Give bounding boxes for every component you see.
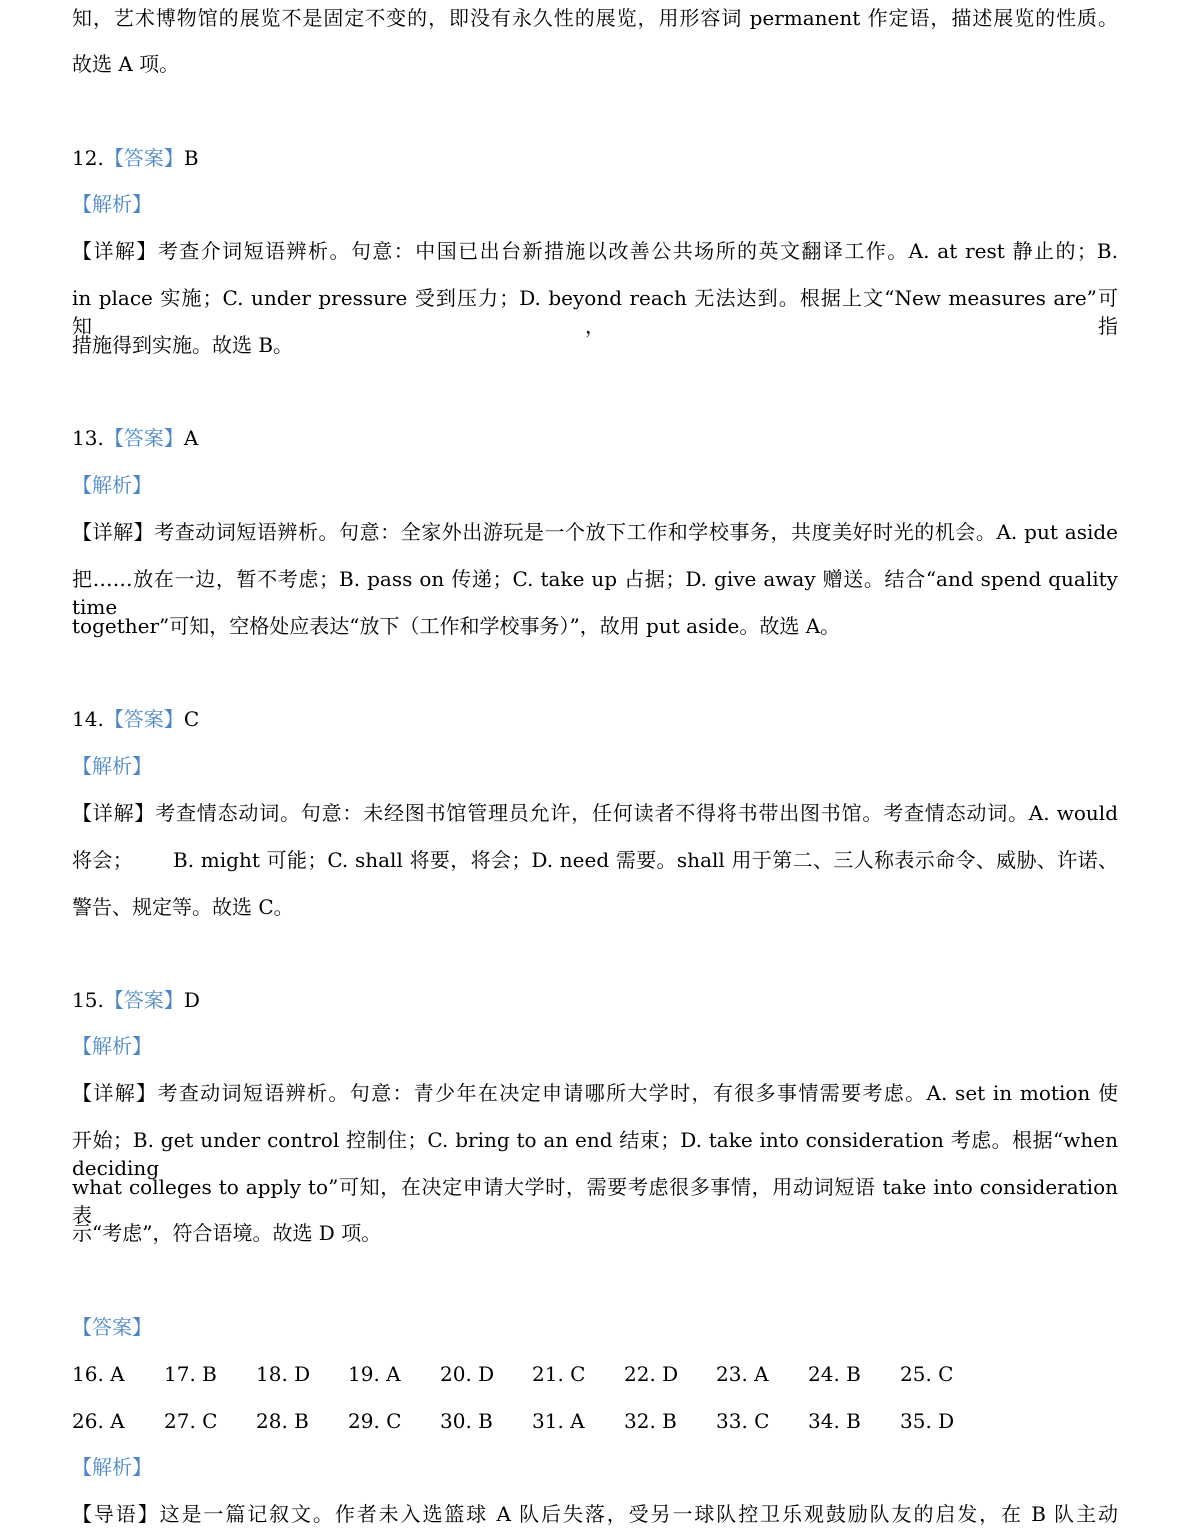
question-13-answer [72,424,1118,452]
answer-key-item: 27. C [164,1409,218,1433]
question-12-detail-line-2: in place 实施；C. under pressure 受到压力；D. beyond reach 无法达到。根据上文“New measures are”可知，指 [72,286,1118,338]
answer-tag: 【答案】 [103,426,184,450]
answer-key-item: 21. C [532,1362,586,1386]
answer-value: A [183,426,199,450]
answer-key-item: 25. C [900,1362,954,1386]
question-14-analysis-tag: 【解析】 [72,754,152,778]
answer-key-item: 24. B [808,1362,861,1386]
question-13-analysis-tag: 【解析】 [72,473,152,497]
answer-tag: 【答案】 [103,988,184,1012]
guide-line: 【导语】这是一篇记叙文。作者未入选篮球 A 队后失落，受另一球队控卫乐观鼓励队友的启发，在 B 队主动 [72,1502,1118,1526]
question-number: 14. [72,707,104,731]
answer-key-item: 17. B [164,1362,217,1386]
answer-key-item: 23. A [716,1362,769,1386]
question-15-analysis-tag: 【解析】 [72,1034,152,1058]
question-14-detail-line-3: 警告、规定等。故选 C。 [72,895,294,919]
answer-key-item: 16. A [72,1362,125,1386]
question-number: 15. [72,988,104,1012]
question-15-detail-line-2: 开始；B. get under control 控制住；C. bring to an end 结束；D. take into consideration 考虑。根据“when deciding [72,1128,1118,1180]
question-12-analysis-tag: 【解析】 [72,192,152,216]
answer-key-item: 19. A [348,1362,401,1386]
answer-key-analysis-tag: 【解析】 [72,1455,152,1479]
answer-key-item: 31. A [532,1409,585,1433]
answer-key-item: 32. B [624,1409,677,1433]
question-14-answer [72,705,1118,733]
question-12-detail-line-3: 措施得到实施。故选 B。 [72,333,294,357]
answer-key-item: 33. C [716,1409,770,1433]
intro-line-2: 故选 A 项。 [72,52,180,76]
question-number: 13. [72,426,104,450]
answer-key-tag: 【答案】 [72,1315,152,1339]
answer-key-item: 26. A [72,1409,125,1433]
answer-key-item: 34. B [808,1409,861,1433]
question-13-detail-line-1: 【详解】考查动词短语辨析。句意：全家外出游玩是一个放下工作和学校事务，共度美好时光的机会。A. put aside [72,520,1118,544]
answer-key-item: 22. D [624,1362,679,1386]
answer-value: B [183,146,199,170]
answer-key-item: 30. B [440,1409,493,1433]
question-14-detail-line-2: 将会； B. might 可能；C. shall 将要，将会；D. need 需要。shall 用于第二、三人称表示命令、威胁、许诺、 [72,848,1118,872]
answer-key-item: 18. D [256,1362,311,1386]
question-12-answer [72,144,1118,172]
question-number: 12. [72,146,104,170]
question-12-detail-line-1: 【详解】考查介词短语辨析。句意：中国已出台新措施以改善公共场所的英文翻译工作。A. at rest 静止的；B. [72,239,1118,263]
answer-tag: 【答案】 [103,707,184,731]
question-13-detail-line-2: 把……放在一边，暂不考虑；B. pass on 传递；C. take up 占据；D. give away 赠送。结合“and spend quality time [72,567,1118,619]
answer-value: C [183,707,200,731]
answer-key-item: 28. B [256,1409,309,1433]
answer-key-row-2 [72,1407,992,1435]
answer-key-row-1 [72,1360,992,1388]
question-13-detail-line-3: together”可知，空格处应表达“放下（工作和学校事务）”，故用 put aside。故选 A。 [72,614,841,638]
answer-key-item: 20. D [440,1362,495,1386]
answer-key-item: 29. C [348,1409,402,1433]
question-14-detail-line-1: 【详解】考查情态动词。句意：未经图书馆管理员允许，任何读者不得将书带出图书馆。考查情态动词。A. would [72,801,1118,825]
answer-tag: 【答案】 [103,146,184,170]
answer-value: D [183,988,200,1012]
question-15-detail-line-1: 【详解】考查动词短语辨析。句意：青少年在决定申请哪所大学时，有很多事情需要考虑。A. set in motion 使 [72,1081,1118,1105]
question-15-detail-line-3: what colleges to apply to”可知，在决定申请大学时，需要考虑很多事情，用动词短语 take into consideration 表 [72,1175,1118,1227]
intro-line-1: 知，艺术博物馆的展览不是固定不变的，即没有永久性的展览，用形容词 permanent 作定语，描述展览的性质。 [72,6,1118,30]
answer-key-item: 35. D [900,1409,955,1433]
question-15-detail-line-4: 示“考虑”，符合语境。故选 D 项。 [72,1221,382,1245]
question-15-answer [72,986,1118,1014]
